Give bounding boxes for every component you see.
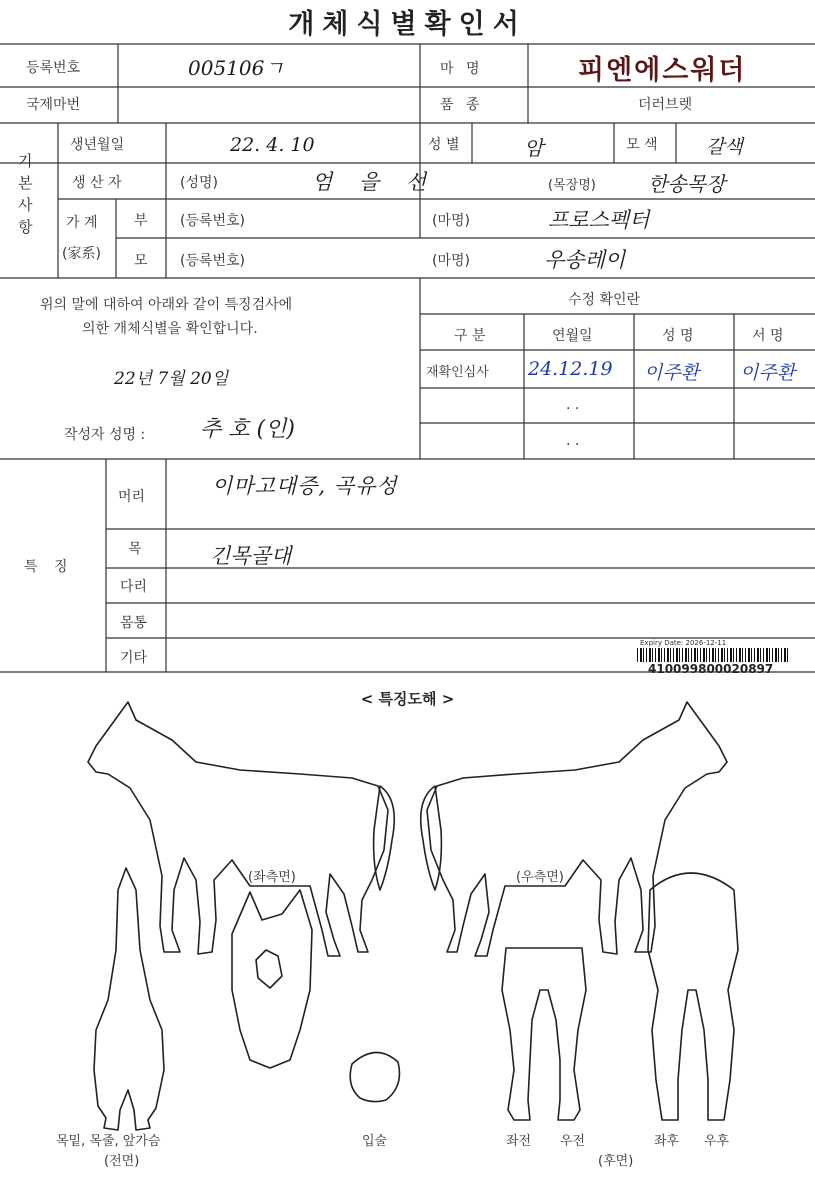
horse-name-label: 마 명 [440, 61, 484, 77]
dam-name: 우송레이 [544, 248, 626, 272]
dam-label: 모 [134, 253, 148, 269]
neck-feature: 긴목골대 [210, 544, 292, 568]
intl-number-label: 국제마번 [26, 97, 81, 113]
birth-value: 22. 4. 10 [230, 134, 315, 156]
breed-value: 더러브렛 [638, 97, 693, 113]
left-side-caption: (좌측면) [248, 870, 296, 885]
front-caption-1: 목밑, 목줄, 앞가슴 [56, 1134, 161, 1149]
basic-section-label: 기 본 사 항 [18, 152, 33, 236]
horse-hind-legs [648, 873, 738, 1120]
breeder-label: 생 산 자 [72, 175, 122, 191]
revision-header-sign: 서 명 [752, 328, 784, 344]
body-label: 몸통 [120, 615, 148, 631]
sire-reg-label: (등록번호) [180, 213, 246, 229]
coat-color-label: 모 색 [626, 137, 658, 153]
features-section-label: 특 징 [24, 559, 74, 575]
revision-row1-name: 이주환 [644, 362, 700, 384]
right-side-caption: (우측면) [516, 870, 564, 885]
statement-line-1: 위의 말에 대하여 아래와 같이 특징검사에 [40, 297, 293, 313]
reg-number-label: 등록번호 [26, 60, 81, 76]
revision-title: 수정 확인란 [568, 292, 641, 308]
revision-header-type: 구 분 [454, 328, 486, 344]
pedigree-label: 가 계 [66, 215, 98, 231]
birth-label: 생년월일 [70, 137, 125, 153]
hind-right-caption: 우후 [704, 1134, 730, 1149]
fore-right-caption: 우전 [560, 1134, 586, 1149]
barcode [637, 648, 789, 662]
expiry-date: Expiry Date: 2026-12-11 [640, 639, 727, 647]
fore-left-caption: 좌전 [506, 1134, 532, 1149]
reg-number-value: 005106ㄱ [188, 56, 284, 80]
confirm-date: 22년 7월 20일 [114, 369, 229, 389]
author-label: 작성자 성명 : [64, 427, 146, 443]
farm-name: 한송목장 [648, 172, 726, 196]
horse-right-side [427, 702, 727, 956]
author-signature: 추 호 (인) [200, 417, 295, 442]
horse-left-side [88, 702, 388, 956]
muzzle-caption: 입술 [362, 1134, 388, 1149]
breeder-name-label: (성명) [180, 175, 218, 191]
sex-label: 성 별 [428, 137, 460, 153]
head-label: 머리 [118, 489, 146, 505]
revision-row1-date: 24.12.19 [528, 358, 613, 380]
neck-label: 목 [128, 541, 142, 557]
page-title: 개체식별확인서 [288, 9, 527, 40]
revision-row2-date: . . [566, 397, 580, 413]
statement-line-2: 의한 개체식별을 확인합니다. [82, 321, 258, 337]
rear-caption: (후면) [598, 1154, 634, 1169]
revision-header-date: 연월일 [552, 328, 593, 344]
legs-label: 다리 [120, 579, 148, 595]
farm-label: (목장명) [548, 178, 596, 193]
diagram-title: < 특징도해 > [360, 690, 455, 708]
head-feature: 이마고대증, 곡유성 [212, 474, 398, 498]
breed-label: 품 종 [440, 97, 484, 113]
horse-name-stamp: 피엔에스워더 [578, 55, 747, 86]
sire-label: 부 [134, 213, 148, 229]
revision-row1-type: 재확인심사 [426, 365, 489, 380]
other-label: 기타 [120, 650, 148, 666]
dam-reg-label: (등록번호) [180, 253, 246, 269]
sire-name-label: (마명) [432, 213, 470, 229]
dam-name-label: (마명) [432, 253, 470, 269]
horse-diagram [0, 690, 815, 1182]
horse-front-legs [502, 948, 586, 1120]
hind-left-caption: 좌후 [654, 1134, 680, 1149]
sire-name: 프로스펙터 [548, 208, 650, 232]
horse-front-neck [94, 868, 164, 1130]
breeder-name: 엄 을 선 [312, 170, 437, 194]
revision-row3-date: . . [566, 433, 580, 449]
coat-color-value: 갈색 [706, 136, 743, 158]
horse-muzzle [350, 1052, 399, 1101]
revision-row1-sign: 이주환 [740, 362, 796, 384]
revision-header-name: 성 명 [662, 328, 694, 344]
pedigree-label-cn: (家系) [62, 246, 101, 262]
sex-value: 암 [524, 136, 544, 160]
front-caption-2: (전면) [104, 1154, 140, 1169]
horse-head-front [232, 890, 312, 1068]
barcode-number: 410099800020897 [648, 662, 774, 676]
